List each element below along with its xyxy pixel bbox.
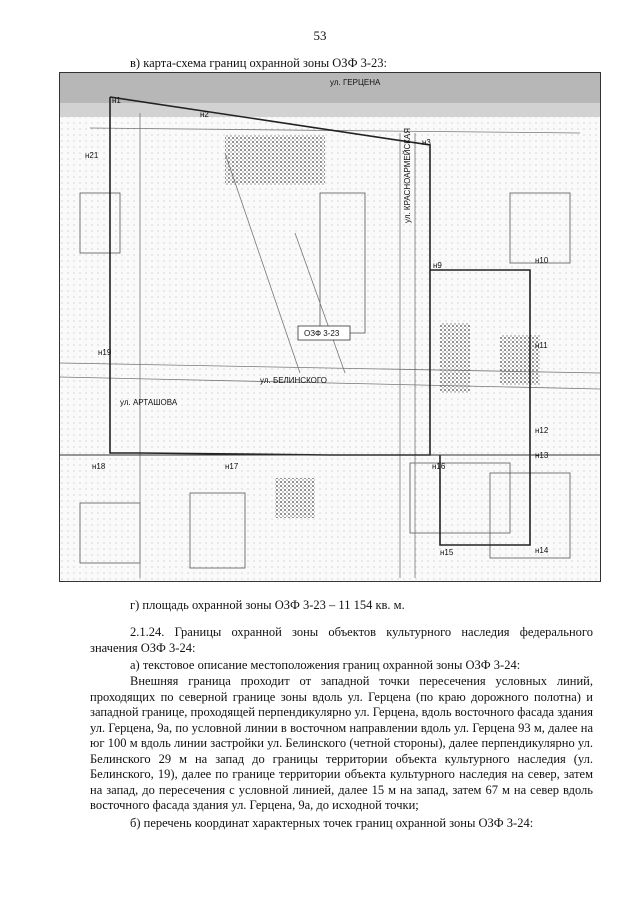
description-paragraph: Внешняя граница проходит от западной точки пересечения условных линий, проходящих по северной границе зоны вдоль ул. Герцена (по краю дорожного полотна) и западной границе, проходящей перпендикулярно ул. Герцена, вдоль восточного фасада здания ул. Герцена, 9а, по условной линии в восточном направлении вдоль ул. Герцена 93 м, далее на юг 100 м вдоль линии застройки ул. Белинского (четной стороны), далее перпендикулярно ул. Белинского 29 м на запад до границы территории объекта культурного наследия (ул. Белинского, 19), далее по границе территории объекта культурного наследия на север, затем на запад, до пересечения с условной линией, далее 15 м на запад, затем 67 м на север вдоль восточного фасада здания ул. Герцена, 9а, до исходной точки; bbox=[90, 674, 593, 812]
building-block bbox=[275, 478, 315, 518]
section-heading: 2.1.24. Границы охранной зоны объектов культурного наследия федерального значения ОЗФ 3-24: bbox=[90, 625, 593, 655]
point-label: н2 bbox=[200, 110, 209, 119]
point-label: н21 bbox=[85, 151, 99, 160]
point-label: н17 bbox=[225, 462, 239, 471]
map-svg bbox=[60, 73, 600, 581]
point-label: н15 bbox=[440, 548, 454, 557]
street-label: ул. АРТАШОВА bbox=[120, 398, 178, 407]
page-number: 53 bbox=[313, 28, 327, 43]
street-label: ул. ГЕРЦЕНА bbox=[330, 78, 381, 87]
point-label: н11 bbox=[535, 341, 548, 350]
boundary-map bbox=[59, 72, 601, 582]
point-label: н9 bbox=[433, 261, 442, 270]
building-block bbox=[225, 135, 325, 185]
point-label: н19 bbox=[98, 348, 112, 357]
zone-label: ОЗФ 3-23 bbox=[304, 329, 340, 338]
map-caption: в) карта-схема границ охранной зоны ОЗФ 3-23: bbox=[130, 56, 387, 70]
point-label: н12 bbox=[535, 426, 549, 435]
street-label: ул. БЕЛИНСКОГО bbox=[260, 376, 327, 385]
point-label: н10 bbox=[535, 256, 549, 265]
point-label: н14 bbox=[535, 546, 549, 555]
point-label: н16 bbox=[432, 462, 446, 471]
item-a: а) текстовое описание местоположения границ охранной зоны ОЗФ 3-24: bbox=[130, 658, 521, 672]
street-label: ул. КРАСНОАРМЕЙСКАЯ bbox=[403, 127, 412, 223]
point-label: н1 bbox=[112, 96, 121, 105]
point-label: н3 bbox=[422, 138, 431, 147]
building-block bbox=[500, 335, 540, 385]
item-b: б) перечень координат характерных точек границ охранной зоны ОЗФ 3-24: bbox=[130, 816, 534, 830]
point-label: н18 bbox=[92, 462, 106, 471]
point-label: н13 bbox=[535, 451, 549, 460]
area-line: г) площадь охранной зоны ОЗФ 3-23 – 11 154 кв. м. bbox=[130, 598, 405, 612]
building-block bbox=[440, 323, 470, 393]
